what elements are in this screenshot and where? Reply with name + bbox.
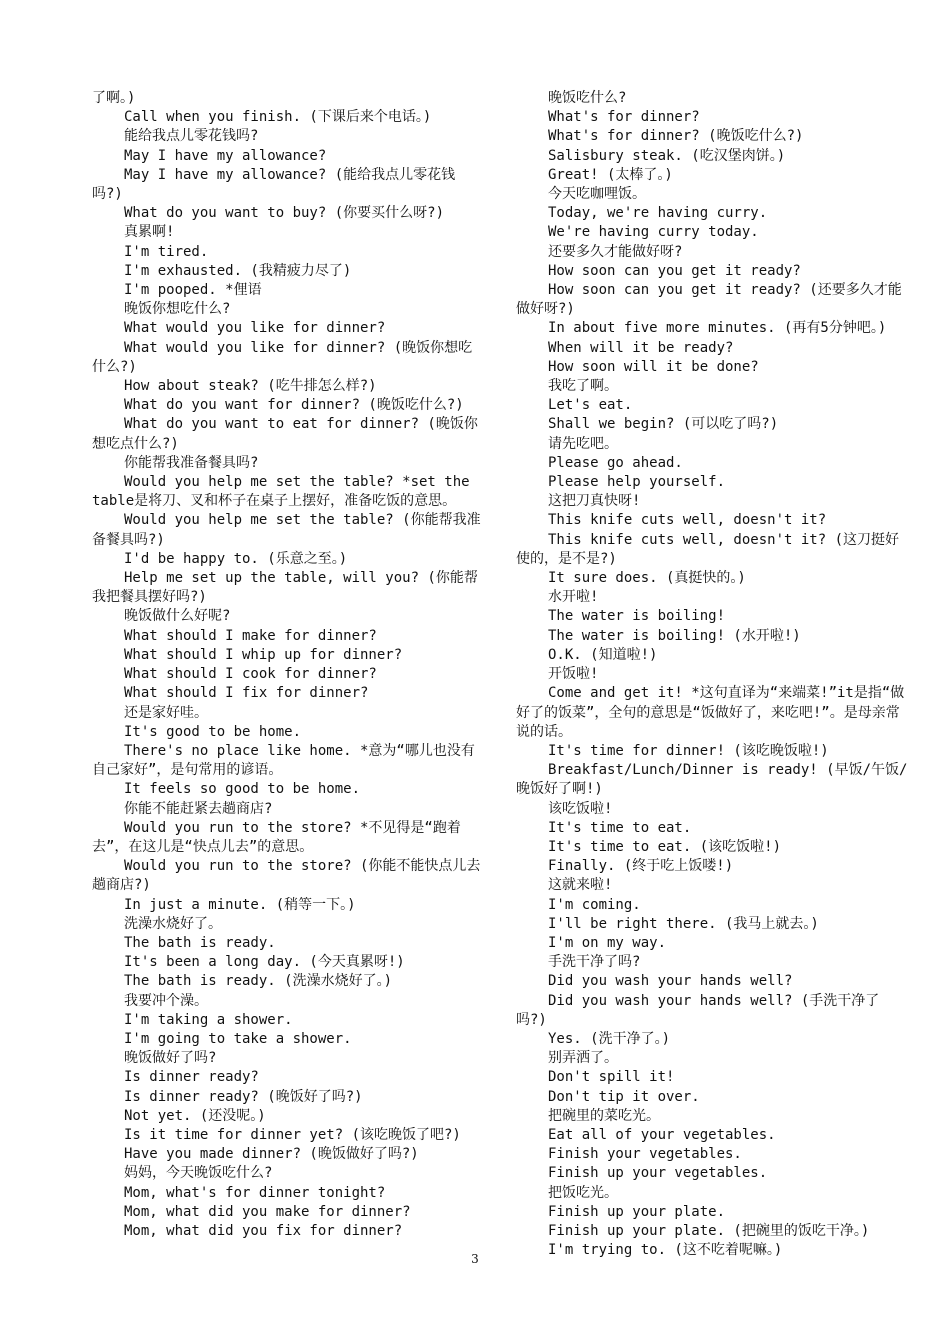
- text-line: 把饭吃光。: [548, 1184, 618, 1201]
- text-line: Come and get it! *这句直译为“来端菜!”it是指“做好了的饭菜”，全句的意思是“饭做好了，来吃吧!”。是母亲常说的话。: [516, 685, 905, 740]
- text-line: Would you help me set the table? *set the table是将刀、叉和杯子在桌子上摆好，准备吃饭的意思。: [92, 474, 470, 510]
- left-column: [92, 89, 484, 1241]
- right-column: [516, 89, 908, 1260]
- text-line: Would you run to the store? *不见得是“跑着去”，在这儿是“快点儿去”的意思。: [92, 819, 461, 855]
- text-line: Would you run to the store? (你能不能快点儿去趟商店?): [92, 858, 481, 894]
- text-line: 晚饭你想吃什么?: [124, 301, 231, 318]
- text-line: How about steak? (吃牛排怎么样?): [124, 378, 377, 395]
- text-line: What should I whip up for dinner?: [124, 646, 403, 663]
- text-line: Salisbury steak. (吃汉堡肉饼。): [548, 147, 786, 164]
- text-line: What should I cook for dinner?: [124, 666, 377, 683]
- text-line: The bath is ready.: [124, 934, 276, 951]
- text-line: It's time for dinner! (该吃晚饭啦!): [548, 742, 829, 759]
- text-line: Let's eat.: [548, 397, 633, 414]
- text-line: I'm pooped. *俚语: [124, 282, 262, 299]
- text-line: 洗澡水烧好了。: [124, 915, 222, 932]
- text-line: Don't tip it over.: [548, 1088, 700, 1105]
- text-line: O.K. (知道啦!): [548, 646, 658, 663]
- text-line: May I have my allowance?: [124, 147, 327, 164]
- text-line: How soon will it be done?: [548, 358, 759, 375]
- text-line: Finish up your plate. (把碗里的饭吃干净。): [548, 1222, 870, 1239]
- text-line: What's for dinner?: [548, 109, 700, 126]
- text-line: Please help yourself.: [548, 474, 726, 491]
- text-line: What would you like for dinner? (晚饭你想吃什么?): [92, 339, 473, 375]
- text-line: 开饭啦!: [548, 666, 599, 683]
- text-line: May I have my allowance? (能给我点儿零花钱吗?): [92, 166, 456, 203]
- text-line: 水开啦!: [548, 589, 599, 606]
- text-line: 该吃饭啦!: [548, 800, 613, 817]
- text-line: Did you wash your hands well? (手洗干净了吗?): [516, 992, 880, 1028]
- text-line: What do you want to buy? (你要买什么呀?): [124, 205, 445, 222]
- text-line: Today, we're having curry.: [548, 205, 768, 222]
- text-line: Shall we begin? (可以吃了吗?): [548, 416, 779, 433]
- text-line: We're having curry today.: [548, 224, 759, 241]
- text-line: Great! (太棒了。): [548, 166, 673, 183]
- text-line: The water is boiling!: [548, 608, 726, 625]
- text-line: 晚饭做好了吗?: [124, 1050, 217, 1067]
- text-line: I'm on my way.: [548, 934, 667, 951]
- text-line: Have you made dinner? (晚饭做好了吗?): [124, 1146, 419, 1163]
- page-number: 3: [471, 1252, 479, 1266]
- text-line: Help me set up the table, will you? (你能帮我把餐具摆好吗?): [92, 570, 478, 606]
- text-line: It feels so good to be home.: [124, 781, 361, 798]
- text-line: What would you like for dinner?: [124, 320, 386, 337]
- text-line: Mom, what's for dinner tonight?: [124, 1184, 386, 1201]
- text-line: I'm going to take a shower.: [124, 1030, 352, 1047]
- text-line: This knife cuts well, doesn't it? (这刀挺好使的，是不是?): [516, 531, 900, 567]
- text-line: Mom, what did you make for dinner?: [124, 1203, 411, 1220]
- text-line: In just a minute. (稍等一下。): [124, 896, 356, 913]
- text-line: 还是家好哇。: [124, 704, 208, 721]
- text-line: It's good to be home.: [124, 723, 302, 740]
- text-line: 这把刀真快呀!: [548, 493, 641, 510]
- text-line: 这就来啦!: [548, 877, 613, 894]
- text-line: I'm coming.: [548, 896, 641, 913]
- text-line: It's time to eat. (该吃饭啦!): [548, 838, 782, 855]
- text-line: 你能不能赶紧去趟商店?: [124, 800, 273, 817]
- text-line: Finish your vegetables.: [548, 1146, 742, 1163]
- text-line: Would you help me set the table? (你能帮我准备餐具吗?): [92, 512, 481, 548]
- text-line: I'm trying to. (这不吃着呢嘛。): [548, 1242, 783, 1259]
- text-line: 了啊。): [92, 90, 136, 106]
- text-line: What should I make for dinner?: [124, 627, 377, 644]
- text-line: Not yet. (还没呢。): [124, 1107, 266, 1124]
- text-line: It's time to eat.: [548, 819, 692, 836]
- text-line: Call when you finish. (下课后来个电话。): [124, 109, 432, 126]
- text-line: How soon can you get it ready?: [548, 262, 801, 279]
- text-line: What should I fix for dinner?: [124, 685, 369, 702]
- text-line: When will it be ready?: [548, 339, 734, 356]
- text-line: Is dinner ready? (晚饭好了吗?): [124, 1088, 363, 1105]
- text-line: The bath is ready. (洗澡水烧好了。): [124, 973, 393, 990]
- text-line: Finally. (终于吃上饭喽!): [548, 858, 734, 875]
- text-line: Please go ahead.: [548, 454, 683, 471]
- text-line: Is it time for dinner yet? (该吃晚饭了吧?): [124, 1126, 461, 1143]
- text-line: It sure does. (真挺快的。): [548, 570, 746, 587]
- text-line: Did you wash your hands well?: [548, 973, 793, 990]
- text-line: I'm tired.: [124, 243, 209, 260]
- text-line: In about five more minutes. (再有5分钟吧。): [548, 320, 887, 337]
- text-line: Mom, what did you fix for dinner?: [124, 1222, 403, 1239]
- text-line: Yes. (洗干净了。): [548, 1030, 671, 1047]
- text-line: 把碗里的菜吃光。: [548, 1107, 660, 1124]
- text-line: What do you want for dinner? (晚饭吃什么?): [124, 397, 464, 414]
- text-line: I'm taking a shower.: [124, 1011, 293, 1028]
- text-line: I'm exhausted. (我精疲力尽了): [124, 262, 352, 279]
- text-line: Eat all of your vegetables.: [548, 1126, 776, 1143]
- text-line: Finish up your vegetables.: [548, 1165, 768, 1182]
- text-line: The water is boiling! (水开啦!): [548, 627, 801, 644]
- text-line: What do you want to eat for dinner? (晚饭你想吃点什么?): [92, 416, 478, 452]
- text-line: 今天吃咖哩饭。: [548, 186, 646, 203]
- text-line: 我要冲个澡。: [124, 992, 208, 1009]
- text-line: How soon can you get it ready? (还要多久才能做好呀?): [516, 282, 902, 318]
- text-line: Finish up your plate.: [548, 1203, 726, 1220]
- text-line: 还要多久才能做好呀?: [548, 243, 683, 260]
- text-line: 请先吃吧。: [548, 435, 618, 452]
- text-line: 晚饭做什么好呢?: [124, 608, 231, 625]
- text-line: Don't spill it!: [548, 1069, 675, 1086]
- text-line: 能给我点儿零花钱吗?: [124, 128, 259, 145]
- text-line: I'll be right there. (我马上就去。): [548, 915, 819, 932]
- text-line: What's for dinner? (晚饭吃什么?): [548, 128, 804, 145]
- text-line: 你能帮我准备餐具吗?: [124, 454, 259, 471]
- text-line: 我吃了啊。: [548, 378, 618, 395]
- text-line: I'd be happy to. (乐意之至。): [124, 550, 348, 567]
- text-line: There's no place like home. *意为“哪儿也没有自己家好”，是句常用的谚语。: [92, 742, 475, 779]
- text-line: 别弄洒了。: [548, 1050, 618, 1067]
- text-line: 手洗干净了吗?: [548, 954, 641, 971]
- text-line: 真累啊!: [124, 224, 175, 241]
- text-line: It's been a long day. (今天真累呀!): [124, 954, 405, 971]
- text-line: Is dinner ready?: [124, 1069, 259, 1086]
- text-line: This knife cuts well, doesn't it?: [548, 512, 827, 529]
- text-line: 妈妈，今天晚饭吃什么?: [124, 1165, 273, 1182]
- text-line: Breakfast/Lunch/Dinner is ready! (早饭/午饭/晚饭好了啊!): [516, 762, 908, 798]
- text-line: 晚饭吃什么?: [548, 90, 627, 106]
